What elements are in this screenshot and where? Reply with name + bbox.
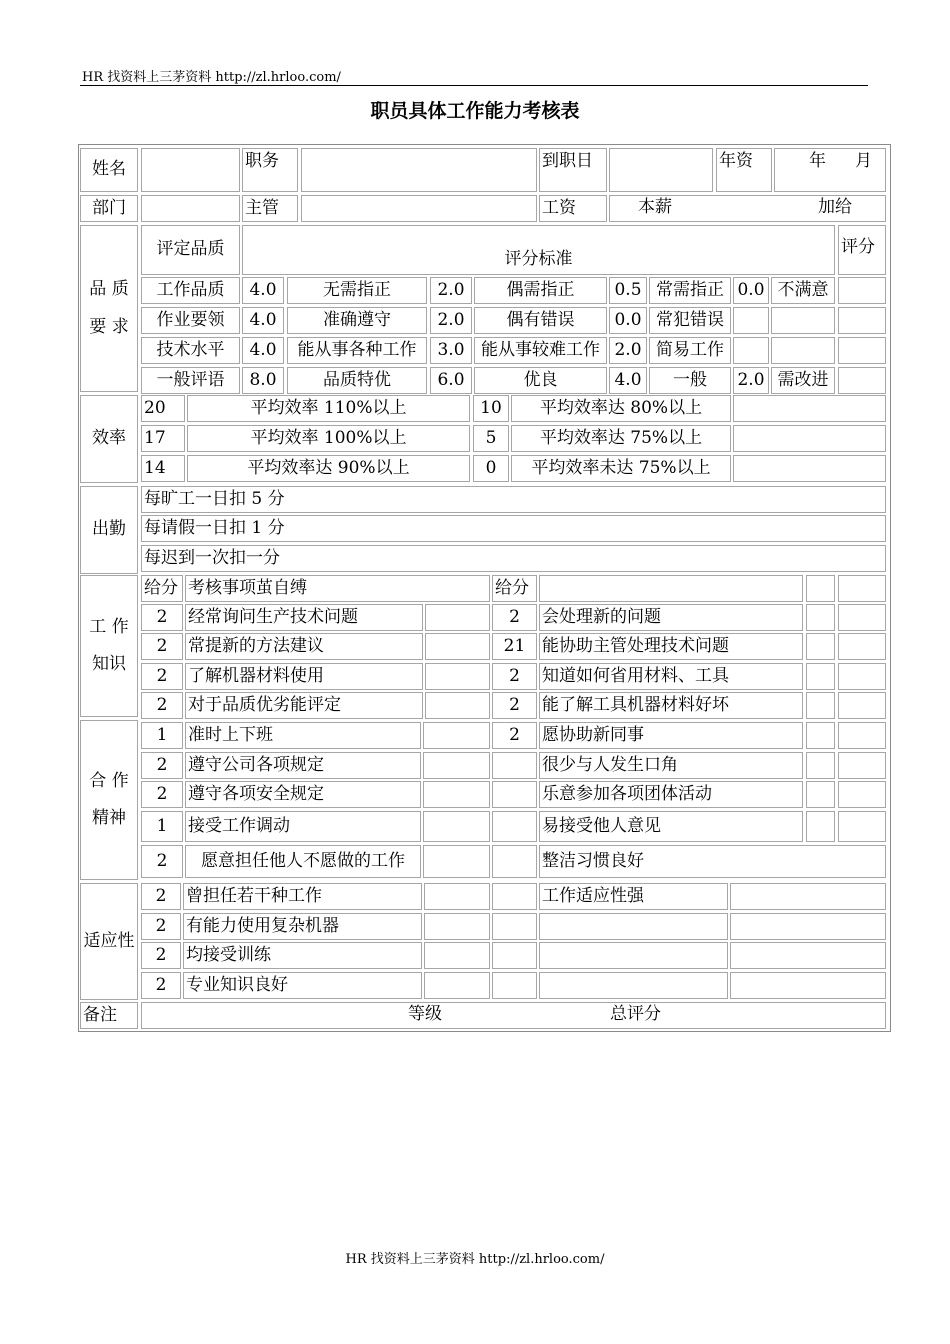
knowledge-score-2: 2 (492, 663, 537, 690)
quality-score-3: 2.0 (609, 337, 647, 364)
teamwork-item-2: 易接受他人意见 (539, 811, 803, 842)
efficiency-desc-1: 平均效率达 90%以上 (187, 455, 470, 482)
quality-score-3: 0.0 (609, 307, 647, 334)
adaptability-item-2 (539, 972, 728, 999)
knowledge-item-1: 常提新的方法建议 (185, 633, 423, 660)
efficiency-rating-field[interactable] (733, 395, 886, 422)
teamwork-item-2: 乐意参加各项团体活动 (539, 781, 803, 808)
adaptability-blank (492, 972, 537, 999)
adaptability-rating-field-1[interactable] (424, 883, 490, 910)
knowledge-blank (838, 633, 886, 660)
efficiency-score-1: 14 (141, 455, 185, 482)
quality-score-1: 4.0 (242, 277, 284, 304)
efficiency-desc-2: 平均效率达 75%以上 (511, 425, 731, 452)
adaptability-blank (492, 942, 537, 969)
quality-score-1: 8.0 (242, 367, 284, 394)
quality-item: 工作品质 (141, 277, 240, 304)
extra-pay-label: 加给 (818, 197, 852, 217)
efficiency-desc-2: 平均效率达 80%以上 (511, 395, 731, 422)
knowledge-item-2: 能协助主管处理技术问题 (539, 633, 803, 660)
knowledge-rating-field-2[interactable] (806, 633, 835, 660)
knowledge-head-blank (539, 575, 803, 602)
knowledge-head-blank3 (838, 575, 886, 602)
adaptability-score: 2 (141, 972, 181, 999)
quality-desc-2: 偶需指正 (474, 277, 607, 304)
efficiency-score-2: 0 (473, 455, 509, 482)
salary-label: 工资 (539, 195, 607, 222)
supervisor-field[interactable] (301, 195, 537, 222)
total-score-label: 总评分 (610, 1004, 661, 1024)
position-label: 职务 (242, 148, 298, 192)
adaptability-rating-field-2[interactable] (730, 913, 886, 940)
adaptability-item-1: 有能力使用复杂机器 (183, 913, 422, 940)
knowledge-rating-field-2[interactable] (806, 692, 835, 719)
knowledge-score-2: 2 (492, 692, 537, 719)
teamwork-item-1: 遵守各项安全规定 (185, 781, 421, 808)
knowledge-rating-field-1[interactable] (425, 692, 490, 719)
quality-item: 一般评语 (141, 367, 240, 394)
quality-score-1: 4.0 (242, 337, 284, 364)
teamwork-rating-field-2[interactable] (806, 811, 835, 842)
remarks-label: 备注 (80, 1002, 138, 1029)
quality-score-2: 3.0 (430, 337, 472, 364)
adaptability-item-2 (539, 942, 728, 969)
quality-score-2: 2.0 (430, 307, 472, 334)
efficiency-rating-field[interactable] (733, 425, 886, 452)
teamwork-blank (838, 811, 886, 842)
knowledge-head-blank2 (806, 575, 835, 602)
quality-desc-1: 无需指正 (287, 277, 427, 304)
quality-desc-3: 一般 (649, 367, 731, 394)
join-date-field[interactable] (609, 148, 713, 192)
teamwork-score-1: 2 (141, 845, 183, 878)
teamwork-blank (838, 781, 886, 808)
quality-desc-1: 品质特优 (287, 367, 427, 394)
adaptability-rating-field-1[interactable] (424, 913, 490, 940)
knowledge-item-1: 经常询问生产技术问题 (185, 604, 423, 631)
knowledge-blank (838, 692, 886, 719)
efficiency-desc-2: 平均效率未达 75%以上 (511, 455, 731, 482)
adaptability-score: 2 (141, 883, 181, 910)
attendance-section-label: 出勤 (80, 486, 138, 574)
teamwork-section-line1: 合 作 (89, 770, 129, 791)
quality-score-2: 6.0 (430, 367, 472, 394)
efficiency-rating-field[interactable] (733, 455, 886, 482)
quality-desc-3: 常犯错误 (649, 307, 731, 334)
dept-label: 部门 (80, 195, 138, 222)
quality-score-4 (733, 307, 769, 334)
teamwork-section-label (80, 720, 138, 880)
knowledge-rating-field-1[interactable] (425, 604, 490, 631)
join-date-label: 到职日 (539, 148, 607, 192)
quality-desc-3: 常需指正 (649, 277, 731, 304)
teamwork-score-2: 2 (492, 722, 537, 749)
seniority-label: 年资 (716, 148, 772, 192)
adaptability-rating-field-2[interactable] (730, 972, 886, 999)
teamwork-score-2 (492, 845, 537, 878)
name-field[interactable] (141, 148, 240, 192)
quality-desc-4: 需改进 (771, 367, 835, 394)
adaptability-blank (492, 883, 537, 910)
teamwork-rating-field-1[interactable] (423, 845, 490, 878)
quality-col-standard: 评分标准 (242, 225, 835, 275)
knowledge-section-line2: 知识 (92, 654, 126, 674)
quality-item: 作业要领 (141, 307, 240, 334)
salary-field[interactable] (609, 195, 886, 222)
teamwork-rating-field-2[interactable] (806, 752, 835, 779)
quality-score-1: 4.0 (242, 307, 284, 334)
header-divider (80, 85, 868, 86)
knowledge-head-score: 给分 (141, 575, 183, 602)
teamwork-item-2: 愿协助新同事 (539, 722, 803, 749)
knowledge-rating-field-2[interactable] (806, 604, 835, 631)
adaptability-rating-field-2[interactable] (730, 942, 886, 969)
page-header-text: HR 找资料上三茅资料 http://zl.hrloo.com/ (82, 70, 341, 85)
knowledge-score-2: 21 (492, 633, 537, 660)
teamwork-item-1: 遵守公司各项规定 (185, 752, 421, 779)
adaptability-item-1: 曾担任若干种工作 (183, 883, 422, 910)
quality-score-4 (733, 337, 769, 364)
knowledge-item-2: 知道如何省用材料、工具 (539, 663, 803, 690)
knowledge-rating-field-1[interactable] (425, 663, 490, 690)
adaptability-section-label: 适应性 (80, 883, 138, 1000)
quality-section-line2: 要 求 (89, 316, 129, 337)
page-footer-text: HR 找资料上三茅资料 http://zl.hrloo.com/ (345, 1252, 605, 1267)
teamwork-score-1: 2 (141, 781, 183, 808)
quality-desc-1: 准确遵守 (287, 307, 427, 334)
teamwork-rating-field-1[interactable] (423, 781, 490, 808)
quality-item: 技术水平 (141, 337, 240, 364)
quality-score-3: 0.5 (609, 277, 647, 304)
teamwork-blank (838, 752, 886, 779)
quality-score-4: 2.0 (733, 367, 769, 394)
teamwork-section-line2: 精神 (92, 808, 126, 828)
adaptability-rating-field-1[interactable] (424, 972, 490, 999)
teamwork-item-1: 准时上下班 (185, 722, 421, 749)
quality-section-label (80, 225, 138, 392)
knowledge-item-2: 能了解工具机器材料好坏 (539, 692, 803, 719)
teamwork-rating-field-1[interactable] (423, 752, 490, 779)
teamwork-score-1: 2 (141, 752, 183, 779)
adaptability-item-1: 专业知识良好 (183, 972, 422, 999)
attendance-rule: 每旷工一日扣 5 分 (141, 486, 886, 513)
knowledge-head-score2: 给分 (492, 575, 537, 602)
teamwork-rating-field-1[interactable] (423, 722, 490, 749)
knowledge-item-2: 会处理新的问题 (539, 604, 803, 631)
quality-rating-field[interactable] (838, 277, 886, 304)
quality-score-3: 4.0 (609, 367, 647, 394)
quality-rating-field[interactable] (838, 367, 886, 394)
teamwork-score-1: 1 (141, 811, 183, 842)
teamwork-blank (838, 722, 886, 749)
adaptability-score: 2 (141, 942, 181, 969)
attendance-rule: 每迟到一次扣一分 (141, 545, 886, 572)
adaptability-score: 2 (141, 913, 181, 940)
knowledge-score-2: 2 (492, 604, 537, 631)
knowledge-score-1: 2 (141, 604, 183, 631)
knowledge-section-label (80, 575, 138, 717)
quality-col-score: 评分 (838, 225, 886, 275)
teamwork-score-1: 1 (141, 722, 183, 749)
teamwork-item-1: 愿意担任他人不愿做的工作 (185, 845, 421, 878)
adaptability-item-2: 工作适应性强 (539, 883, 728, 910)
efficiency-desc-1: 平均效率 100%以上 (187, 425, 470, 452)
year-unit: 年 (809, 151, 826, 171)
month-unit: 月 (855, 151, 872, 171)
efficiency-score-1: 20 (141, 395, 185, 422)
seniority-field[interactable] (774, 148, 886, 192)
quality-rating-field[interactable] (838, 337, 886, 364)
knowledge-rating-field-1[interactable] (425, 633, 490, 660)
efficiency-score-2: 5 (473, 425, 509, 452)
quality-desc-4: 不满意 (771, 277, 835, 304)
efficiency-score-2: 10 (473, 395, 509, 422)
quality-desc-1: 能从事各种工作 (287, 337, 427, 364)
remarks-field[interactable] (141, 1002, 886, 1029)
knowledge-blank (838, 663, 886, 690)
efficiency-section-label: 效率 (80, 395, 138, 483)
quality-score-2: 2.0 (430, 277, 472, 304)
adaptability-rating-field-2[interactable] (730, 883, 886, 910)
knowledge-rating-field-2[interactable] (806, 663, 835, 690)
adaptability-item-2 (539, 913, 728, 940)
teamwork-score-2 (492, 781, 537, 808)
knowledge-item-1: 对于品质优劣能评定 (185, 692, 423, 719)
teamwork-item-1: 接受工作调动 (185, 811, 421, 842)
teamwork-score-2 (492, 811, 537, 842)
teamwork-item-2: 很少与人发生口角 (539, 752, 803, 779)
grade-label: 等级 (408, 1004, 442, 1024)
teamwork-rating-field-2[interactable] (806, 781, 835, 808)
efficiency-desc-1: 平均效率 110%以上 (187, 395, 470, 422)
quality-section-line1: 品 质 (89, 279, 129, 300)
quality-desc-2: 优良 (474, 367, 607, 394)
knowledge-score-1: 2 (141, 663, 183, 690)
quality-desc-2: 偶有错误 (474, 307, 607, 334)
teamwork-score-2 (492, 752, 537, 779)
knowledge-section-line1: 工 作 (89, 616, 129, 637)
adaptability-rating-field-1[interactable] (424, 942, 490, 969)
knowledge-score-1: 2 (141, 633, 183, 660)
knowledge-score-1: 2 (141, 692, 183, 719)
quality-col-item: 评定品质 (141, 225, 240, 275)
position-field[interactable] (301, 148, 537, 192)
knowledge-blank (838, 604, 886, 631)
form-title: 职员具体工作能力考核表 (370, 100, 580, 122)
attendance-rule: 每请假一日扣 1 分 (141, 515, 886, 542)
knowledge-item-1: 了解机器材料使用 (185, 663, 423, 690)
base-pay-label: 本薪 (638, 197, 672, 217)
quality-rating-field[interactable] (838, 307, 886, 334)
name-label: 姓名 (80, 148, 138, 192)
quality-score-4: 0.0 (733, 277, 769, 304)
adaptability-blank (492, 913, 537, 940)
efficiency-score-1: 17 (141, 425, 185, 452)
quality-desc-2: 能从事较难工作 (474, 337, 607, 364)
dept-field[interactable] (141, 195, 240, 222)
quality-desc-3: 简易工作 (649, 337, 731, 364)
adaptability-item-1: 均接受训练 (183, 942, 422, 969)
teamwork-item-2: 整洁习惯良好 (539, 845, 886, 878)
teamwork-rating-field-1[interactable] (423, 811, 490, 842)
quality-desc-4 (771, 307, 835, 334)
knowledge-head-item: 考核事项茧自缚 (185, 575, 490, 602)
quality-desc-4 (771, 337, 835, 364)
teamwork-rating-field-2[interactable] (806, 722, 835, 749)
supervisor-label: 主管 (242, 195, 298, 222)
